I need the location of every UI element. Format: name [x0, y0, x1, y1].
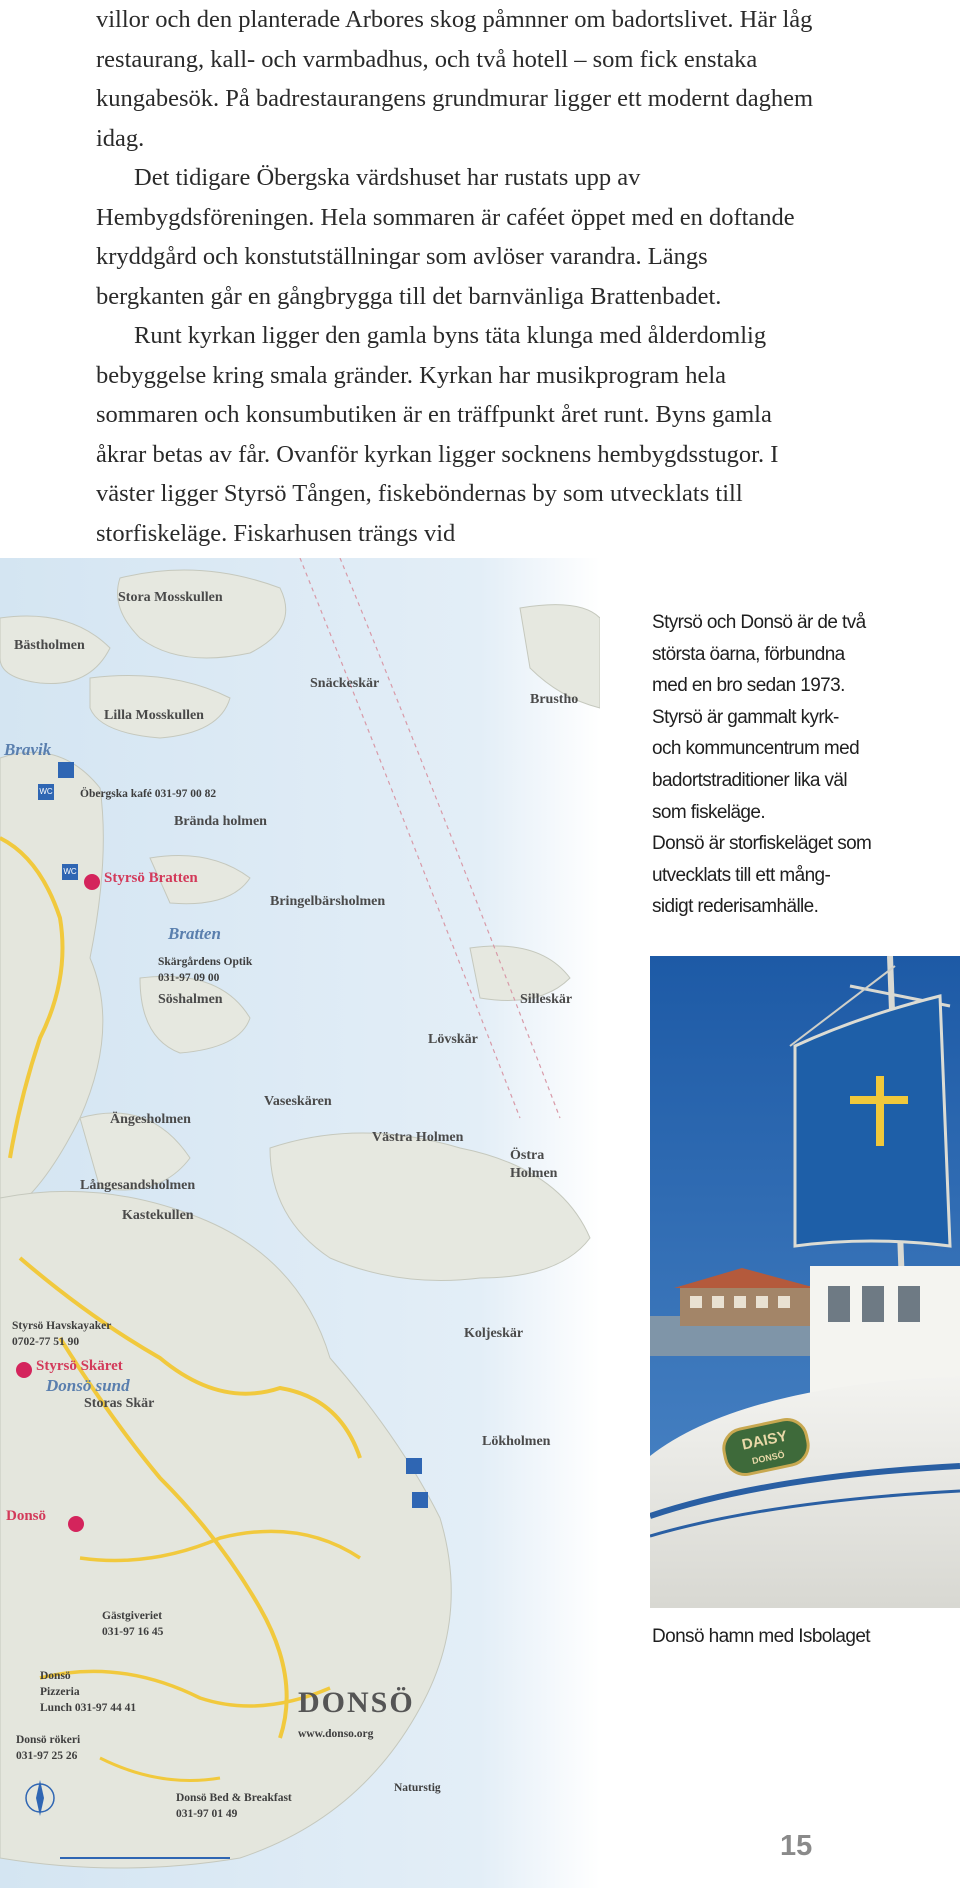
paragraph-1: villor och den planterade Arbores skog påmnner om badortslivet. Här låg restaurang, kall- och varmbadhus, och två hotell – som fick enstaka kungabesök. På badrestaurangens grundmurar ligger ett modernt daghem idag. — [96, 6, 814, 152]
map-label: Lövskär — [428, 1032, 478, 1047]
ferry-stop-marker — [68, 1516, 84, 1532]
map-label: Långesandsholmen — [80, 1178, 196, 1193]
map-label: 0702-77 51 90 — [12, 1336, 80, 1348]
map-label: Donsö — [6, 1508, 47, 1524]
map-label: Skärgårdens Optik — [158, 956, 253, 968]
map-label: Brända holmen — [174, 814, 267, 829]
map-label: Lökholmen — [482, 1434, 551, 1449]
wc-icon: WC — [62, 864, 78, 880]
map-label: Pizzeria — [40, 1686, 80, 1698]
map-label: Vaseskären — [264, 1094, 332, 1109]
map — [0, 558, 600, 1888]
map-label: Donsö Bed & Breakfast — [176, 1792, 292, 1804]
photo-caption: Donsö hamn med Isbolaget — [652, 1626, 870, 1647]
map-label: Donsö — [40, 1670, 71, 1682]
poi-icon — [412, 1492, 428, 1508]
map-caption — [652, 607, 902, 923]
caption-line: sidigt rederisamhälle. — [652, 896, 819, 918]
caption-line: badortstraditioner lika väl — [652, 769, 848, 791]
map-label: Ängesholmen — [110, 1112, 191, 1127]
caption-line: utvecklats till ett mång- — [652, 864, 831, 886]
map-label: Donsö sund — [46, 1376, 130, 1395]
caption-line: Donsö är storfiskeläget som — [652, 833, 872, 855]
ferry-stop-marker — [84, 874, 100, 890]
map-label: Donsö rökeri — [16, 1734, 81, 1746]
map-label: Östra — [510, 1148, 545, 1163]
map-label: Söshalmen — [158, 992, 223, 1007]
boat-home-port: DONSÖ — [751, 1449, 786, 1467]
map-label: Öbergska kafé 031-97 00 82 — [80, 788, 217, 800]
caption-line: och kommuncentrum med — [652, 738, 860, 760]
map-label: Storas Skär — [84, 1396, 155, 1411]
caption-line: största öarna, förbundna — [652, 643, 845, 665]
harbour-photo — [650, 956, 960, 1608]
map-label: Silleskär — [520, 992, 573, 1007]
map-label: Bästholmen — [14, 638, 85, 653]
harbour-photo-graphic — [650, 956, 960, 1608]
caption-line: som fiskeläge. — [652, 801, 766, 823]
map-label: 031-97 09 00 — [158, 972, 220, 984]
poi-icon — [406, 1458, 422, 1474]
caption-line: Styrsö och Donsö är de två — [652, 612, 866, 633]
map-label: Snäckeskär — [310, 676, 380, 691]
map-label: Lilla Mosskullen — [104, 708, 204, 723]
map-label: Gästgiveriet — [102, 1610, 163, 1622]
map-label: Bravik — [4, 740, 52, 759]
map-label: Koljeskär — [464, 1326, 524, 1341]
map-label: Västra Holmen — [372, 1130, 464, 1145]
caption-line: med en bro sedan 1973. — [652, 675, 845, 697]
map-label: Bringelbärsholmen — [270, 894, 386, 909]
poi-icon — [58, 762, 74, 778]
map-label: Styrsö Havskayaker — [12, 1320, 112, 1332]
map-label: Bratten — [168, 924, 221, 943]
map-label: Naturstig — [394, 1782, 441, 1794]
map-label: Kastekullen — [122, 1208, 194, 1223]
caption-line: Styrsö är gammalt kyrk- — [652, 706, 839, 728]
body-text — [96, 0, 816, 553]
boat-name: DAISY — [740, 1427, 789, 1454]
map-label: Styrsö Skäret — [36, 1358, 123, 1374]
map-label: Holmen — [510, 1166, 558, 1181]
map-label: 031-97 25 26 — [16, 1750, 78, 1762]
map-label: www.donso.org — [298, 1728, 374, 1740]
map-label: Stora Mosskullen — [118, 590, 223, 605]
map-label: 031-97 01 49 — [176, 1808, 238, 1820]
map-label: 031-97 16 45 — [102, 1626, 164, 1638]
sail-cross — [850, 1096, 908, 1104]
map-label: Lunch 031-97 44 41 — [40, 1702, 137, 1714]
paragraph-3: Runt kyrkan ligger den gamla byns täta klunga med ålderdomlig bebyggelse kring smala gränder. Kyrkan har musikprogram hela sommaren och konsumbutiken är en träffpunkt året runt. Byns gamla åkrar betas av får. Ovanför kyrkan ligger socknens hembygdsstugor. I väster ligger Styrsö Tången, fiskeböndernas by som utvecklats till storfiskeläge. Fiskarhusen trängs vid — [96, 322, 779, 547]
paragraph-2: Det tidigare Öbergska värdshuset har rustats upp av Hembygdsföreningen. Hela sommaren är caféet öppet med en doftande kryddgård och konstutställningar som avlöser varandra. Längs bergkanten går en gångbrygga till det barnvänliga Brattenbadet. — [96, 164, 795, 310]
map-label: Styrsö Bratten — [104, 870, 198, 886]
page-number: 15 — [780, 1830, 813, 1862]
sail-cross — [876, 1076, 884, 1146]
wc-icon: WC — [38, 784, 54, 800]
map-label: Brustho — [530, 692, 579, 707]
map-title: DONSÖ — [298, 1686, 415, 1719]
ferry-stop-marker — [16, 1362, 32, 1378]
